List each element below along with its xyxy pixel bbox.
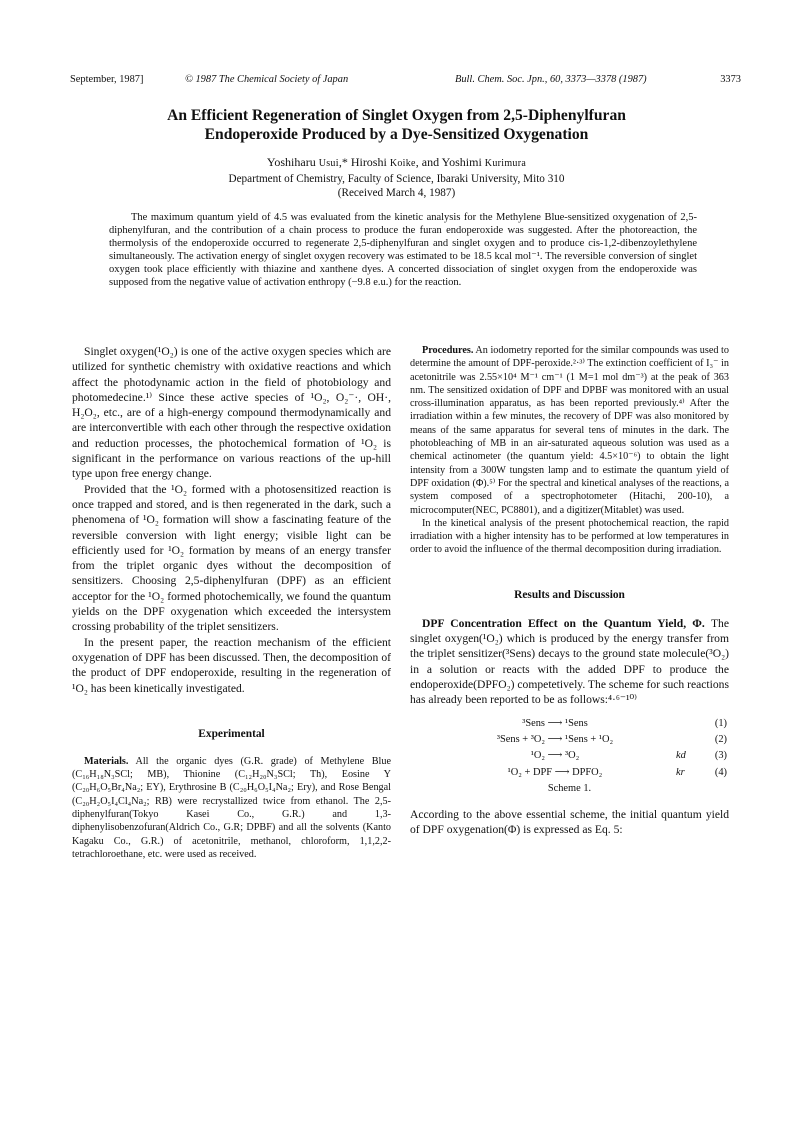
scheme-equation-number: (4) xyxy=(714,766,727,778)
procedures-paragraph xyxy=(410,344,729,517)
title-line-2: Endoperoxide Produced by a Dye-Sensitized Oxygenation xyxy=(204,126,589,143)
journal-citation: Bull. Chem. Soc. Jpn., 60, 3373—3378 (1987) xyxy=(455,74,647,85)
author-separator: , and xyxy=(415,155,442,169)
scheme-row xyxy=(410,765,729,781)
materials-text: All the organic dyes (G.R. grade) of Methylene Blue (C₁₆H₁₈N₃SCl; MB), Thionine (C₁₂H₂₀N₃SCl; Th), Eosine Y (C₂₀H₆O₅Br₄Na₂; EY), Erythrosine B (C₂₀H₆O₅I₄Na₂; Ery), and Rose Bengal (C₂₀H₂O₅I₄Cl₄Na₂; RB) were recrystallized twice from ethanol. The 2,5-diphenylfuran(Tokyo Kasei Co., G.R.) and 1,3-diphenylisobenzofuran(Aldrich Co., G.R; DPBF) and all the solvents (Kanto Kagaku Co., G.R.) of acetonitrile, methanol, chloroform, 1,1,2,2-tetrachloroethane, etc. were used as received. xyxy=(72,755,391,860)
article-title xyxy=(60,106,733,144)
affiliation: Department of Chemistry, Faculty of Science, Ibaraki University, Mito 310 xyxy=(228,173,565,185)
materials-paragraph xyxy=(72,755,391,861)
page-number: 3373 xyxy=(720,74,741,85)
scheme-row xyxy=(410,716,729,732)
results-paragraph: According to the above essential scheme, the initial quantum yield of DPF oxygenation(Φ) is expressed as Eq. 5: xyxy=(410,808,729,837)
author-1-family: Usui xyxy=(318,158,339,169)
author-2-family: Koike xyxy=(389,158,416,169)
intro-paragraph: Singlet oxygen(¹O₂) is one of the active oxygen species which are utilized for synthetic chemistry with oxidative reactions and which affect the photodynamic action in the field of photobiology and photomedecine.¹⁾ Since these active species of ¹O₂, O₂⁻·, OH·, H₂O₂, etc., are of a high-energy compound thermodynamically and are interconvertible with each other through the respective oxidation and reduction processes, the photochemical formation of ¹O₂ is significant in the performance on various reactions of the up-hill type upon free energy change. xyxy=(72,345,391,481)
scheme-caption: Scheme 1. xyxy=(547,783,592,795)
results-paragraph xyxy=(410,616,729,708)
procedures-label: Procedures. xyxy=(422,345,474,356)
procedures-text: An iodometry reported for the similar compounds was used to determine the amount of DPF-peroxide.²·³⁾ The extinction coefficient of I₃⁻ in acetonitrile was 2.55×10⁴ M⁻¹ cm⁻¹ (1 M=1 mol dm⁻³) at the peak of 363 nm. The sensitized oxidation of DPF and DPBF was monitored with an usual cross-illumination apparatus, as has been reported previously.⁴⁾ After the irradiation within a few minutes, the recovery of DPF was also monitored by means of the same apparatus for several tens of minutes in the dark. The photobleaching of MB in an air-saturated aqueous solution was used as a chemical actinometer (the quantum yield: 4.5×10⁻⁶) to obtain the light intensity from a 300W tungsten lamp and to estimate the quantum yield of DPF oxidation (Φ).⁵⁾ For the spectral and kinetical analyses of the reactions, a system composed of a spectrophotometer (Hitachi, 200-10), a microcomputer(NEC, PC8801), and a digitizer(Mitablet) was used. xyxy=(410,345,729,516)
title-line-1: An Efficient Regeneration of Singlet Oxygen from 2,5-Diphenylfuran xyxy=(167,107,626,124)
author-2-given: Hiroshi xyxy=(350,155,390,169)
scheme-row xyxy=(410,748,729,764)
materials-label: Materials. xyxy=(84,755,129,767)
scheme-rate-constant: kr xyxy=(676,766,685,778)
copyright-notice: © 1987 The Chemical Society of Japan xyxy=(185,74,349,85)
scheme-equation-number: (3) xyxy=(714,750,727,762)
received-date: (Received March 4, 1987) xyxy=(337,187,456,199)
results-subhead: DPF Concentration Effect on the Quantum Yield, Φ. xyxy=(422,616,705,630)
right-column xyxy=(410,344,729,838)
intro-paragraph: In the present paper, the reaction mechanism of the efficient oxygenation of DPF has been discussed. Then, the decomposition of the product of DPF endoperoxide, resulting in the regeneration of ¹O₂ has been kinetically investigated. xyxy=(72,635,391,695)
issue-date: September, 1987] xyxy=(70,74,144,85)
intro-paragraph: Provided that the ¹O₂ formed with a photosensitized reaction is once trapped and stored, and is then regenerated in the dark, such a phenomena of ¹O₂ formation will show a fascinating feature of the reversible conversion with light energy; visible light can be efficiently used for ¹O₂ formation by means of an energy transfer from the triplet organic dyes without the decomposition of sensitizers. Choosing 2,5-diphenylfuran (DPF) as an efficient acceptor for the ¹O₂ formed photochemically, we found the quantum yields on the DPF oxygenation which exceeded the intersystem crossing probability of the triplet sensitizers. xyxy=(72,482,391,634)
results-text: The singlet oxygen(¹O₂) which is produced by the energy transfer from the triplet sensitizer(³Sens) decays to the ground state molecule(³O₂) in a solution or reacts with the added DPF to produce the endoperoxide(DPFO₂) competetively. The scheme for such reactions has already been reported to be as follows:⁴·⁶⁻¹⁰⁾ xyxy=(410,616,729,707)
scheme-equation: ³Sens + ³O₂ ⟶ ¹Sens + ¹O₂ xyxy=(496,733,614,745)
scheme-equation: ¹O₂ + DPF ⟶ DPFO₂ xyxy=(507,766,603,778)
author-3-family: Kurimura xyxy=(484,158,527,169)
corresponding-mark: ,* xyxy=(338,155,351,169)
procedures-paragraph: In the kinetical analysis of the present photochemical reaction, the rapid irradiation with a higher intensity has to be performed at low temperatures in order to avoid the influence of the thermal decomposition during irradiation. xyxy=(410,517,729,556)
section-heading-experimental: Experimental xyxy=(198,727,265,740)
scheme-equation: ¹O₂ ⟶ ³O₂ xyxy=(530,750,580,762)
running-head xyxy=(70,73,741,87)
scheme-equation-number: (1) xyxy=(714,717,727,729)
scheme-equation-number: (2) xyxy=(714,733,727,745)
reaction-scheme xyxy=(410,716,729,797)
left-column xyxy=(72,344,391,861)
author-3-given: Yoshimi xyxy=(441,155,485,169)
author-1-given: Yoshiharu xyxy=(266,155,319,169)
scheme-rate-constant: kd xyxy=(676,750,686,762)
abstract-text: The maximum quantum yield of 4.5 was evaluated from the kinetic analysis for the Methylene Blue-sensitized oxygenation of 2,5-diphenylfuran, and the contribution of a chain process to produce the furan endoperoxide was suggested. After the photoreaction, the thermolysis of the endoperoxide occurred to regenerate 2,5-diphenylfuran and singlet oxygen and to produce cis-1,2-dibenzoylethylene simultaneously. The activation energy of singlet oxygen recovery was estimated to be 18.5 kcal mol⁻¹. The reversible conversion of singlet oxygen took place efficiently with thiazine and xanthene dyes. A concerted dissociation of singlet oxygen from the endoperoxide was supposed from the negative value of activation enthropy (−9.8 e.u.) for the reaction. xyxy=(109,212,697,289)
author-list xyxy=(60,155,733,171)
section-heading-results: Results and Discussion xyxy=(514,588,625,601)
scheme-equation: ³Sens ⟶ ¹Sens xyxy=(522,717,588,729)
scheme-row xyxy=(410,732,729,748)
abstract xyxy=(109,211,697,290)
